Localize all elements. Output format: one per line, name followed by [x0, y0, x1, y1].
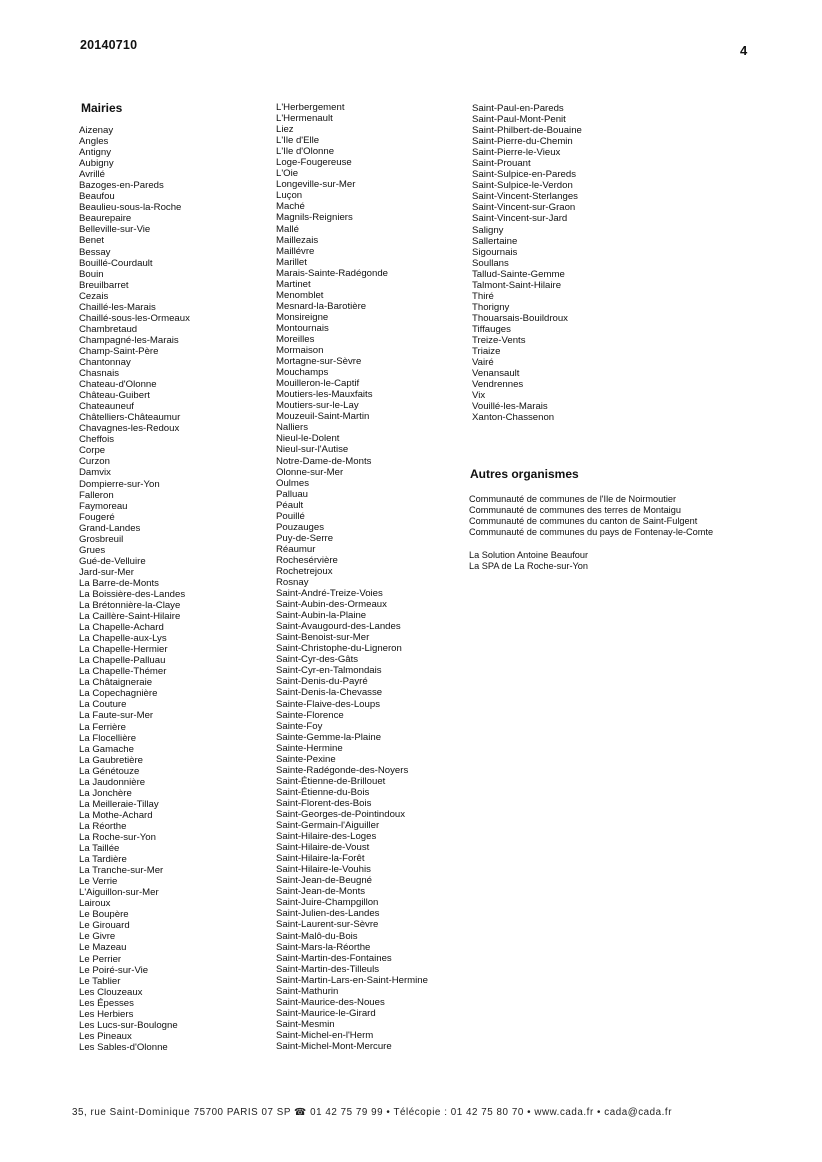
- list-item: Saint-Cyr-en-Talmondais: [276, 665, 382, 677]
- list-item: Les Lucs-sur-Boulogne: [79, 1019, 178, 1031]
- list-item: Saint-Vincent-sur-Jard: [472, 213, 568, 225]
- list-item: Curzon: [79, 456, 110, 468]
- list-item: Chantonnay: [79, 356, 131, 368]
- list-item: Saint-Martin-Lars-en-Saint-Hermine: [276, 974, 428, 986]
- list-item: Palluau: [276, 488, 309, 500]
- list-item: Saint-Michel-en-l'Herm: [276, 1029, 374, 1041]
- list-item: Le Mazeau: [79, 942, 127, 954]
- list-item: Champagné-les-Marais: [79, 334, 179, 346]
- list-item: La Taillée: [79, 843, 120, 855]
- list-item: Les Pineaux: [79, 1030, 132, 1042]
- list-item: Chateau-d'Olonne: [79, 379, 157, 391]
- list-item: Marillet: [276, 256, 307, 268]
- list-item: Bouin: [79, 268, 104, 280]
- mairies-column-2: [276, 102, 428, 1052]
- list-item: Vouillé-les-Marais: [472, 401, 548, 413]
- list-item: Fougeré: [79, 511, 115, 523]
- list-item: Communauté de communes du pays de Fontenay-le-Comte: [469, 527, 714, 537]
- list-item: Mortagne-sur-Sèvre: [276, 356, 362, 368]
- list-item: Le Tablier: [79, 975, 121, 987]
- list-item: Monsireigne: [276, 311, 329, 323]
- list-item: Mouchamps: [276, 367, 329, 379]
- mairies-column-3: [472, 103, 582, 423]
- list-item: La Roche-sur-Yon: [79, 832, 156, 843]
- list-item: Grand-Landes: [79, 522, 141, 534]
- list-item: Montournais: [276, 322, 329, 334]
- list-item: Mesnard-la-Barotière: [276, 300, 367, 312]
- list-item: La Brétonnière-la-Claye: [79, 600, 181, 612]
- list-item: Saint-Michel-Mont-Mercure: [276, 1040, 392, 1052]
- list-item: Aubigny: [79, 158, 114, 170]
- list-item: Saint-Georges-de-Pointindoux: [276, 809, 406, 820]
- list-item: Saint-Hilaire-de-Voust: [276, 842, 370, 854]
- list-item: Saint-Denis-la-Chevasse: [276, 687, 383, 699]
- list-item: L'Hermenault: [276, 113, 333, 125]
- list-item: Faymoreau: [79, 500, 128, 512]
- list-item: La Couture: [79, 699, 127, 711]
- list-item: L'Ile d'Elle: [276, 135, 320, 147]
- list-item: La Mothe-Achard: [79, 809, 153, 821]
- list-item: Saint-Hilaire-des-Loges: [276, 831, 377, 843]
- list-item: La Châtaigneraie: [79, 677, 153, 689]
- list-item: Saint-Sulpice-le-Verdon: [472, 180, 573, 192]
- list-item: La Gaubretière: [79, 754, 143, 766]
- list-item: La Copechagnière: [79, 688, 158, 700]
- list-item: Communauté de communes de l'Ile de Noirmoutier: [469, 494, 677, 504]
- list-item: Moutiers-les-Mauxfaits: [276, 389, 373, 401]
- list-item: Saint-André-Treize-Voies: [276, 588, 383, 600]
- list-item: Maché: [276, 201, 305, 213]
- list-item: Sigournais: [472, 246, 518, 258]
- list-item: Saint-Aubin-la-Plaine: [276, 610, 367, 622]
- list-item: Vairé: [472, 357, 494, 369]
- list-item: La Ferrière: [79, 721, 126, 733]
- list-item: Sainte-Foy: [276, 720, 323, 732]
- list-item: Saint-Benoist-sur-Mer: [276, 632, 370, 644]
- list-item: Angles: [79, 136, 109, 148]
- list-item: Chavagnes-les-Redoux: [79, 423, 180, 435]
- list-item: Nieul-le-Dolent: [276, 433, 340, 445]
- list-item: Le Poiré-sur-Vie: [79, 964, 149, 976]
- list-item: Thiré: [472, 290, 494, 302]
- list-item: Venansault: [472, 368, 520, 380]
- list-item: Le Givre: [79, 931, 116, 943]
- list-item: Beaurepaire: [79, 213, 132, 225]
- footer-address: 35, rue Saint-Dominique 75700 PARIS 07 SP ☎ 01 42 75 79 99 • Télécopie : 01 42 75 80 70 • www.cada.fr • cada@cada.fr: [72, 1107, 673, 1118]
- list-item: Mouzeuil-Saint-Martin: [276, 411, 370, 423]
- list-item: Communauté de communes du canton de Saint-Fulgent: [469, 516, 698, 526]
- list-item: Sainte-Pexine: [276, 753, 336, 765]
- list-item: Saint-Philbert-de-Bouaine: [472, 125, 582, 137]
- list-item: La Meilleraie-Tillay: [79, 798, 159, 810]
- list-item: Saligny: [472, 224, 504, 236]
- list-item: Longeville-sur-Mer: [276, 179, 356, 191]
- list-item: Le Verrie: [79, 876, 118, 888]
- list-item: Maillezais: [276, 234, 319, 246]
- list-item: Saint-Mars-la-Réorthe: [276, 941, 371, 953]
- list-item: Saint-Étienne-de-Brillouet: [276, 775, 386, 787]
- list-item: Liez: [276, 124, 294, 136]
- list-item: Chaillé-les-Marais: [79, 301, 156, 313]
- list-item: Falleron: [79, 489, 114, 501]
- list-item: Saint-Vincent-sur-Graon: [472, 202, 576, 214]
- list-item: La Barre-de-Monts: [79, 577, 159, 589]
- list-item: Saint-Maurice-le-Girard: [276, 1007, 376, 1019]
- document-id: 20140710: [80, 38, 138, 52]
- list-item: Pouillé: [276, 510, 305, 522]
- list-item: Treize-Vents: [472, 334, 526, 346]
- list-item: Saint-Pierre-le-Vieux: [472, 147, 561, 159]
- list-item: Jard-sur-Mer: [79, 566, 134, 578]
- list-item: Chambretaud: [79, 323, 138, 335]
- list-item: Saint-Denis-du-Payré: [276, 676, 368, 688]
- list-item: Cheffois: [79, 434, 115, 446]
- list-item: Saint-Vincent-Sterlanges: [472, 191, 578, 203]
- list-item: La Tardière: [79, 854, 127, 866]
- list-item: Saint-Julien-des-Landes: [276, 908, 380, 920]
- list-item: Aizenay: [79, 125, 114, 136]
- list-item: Gué-de-Velluire: [79, 555, 146, 567]
- list-item: Péault: [276, 499, 304, 511]
- list-item: La SPA de La Roche-sur-Yon: [469, 561, 589, 571]
- list-item: Thouarsais-Bouildroux: [472, 312, 568, 324]
- list-item: Saint-Mathurin: [276, 985, 339, 997]
- list-item: Le Perrier: [79, 953, 122, 965]
- list-item: Saint-Mesmin: [276, 1018, 335, 1030]
- list-item: Bessay: [79, 246, 111, 258]
- list-item: La Chapelle-Thémer: [79, 666, 167, 678]
- list-item: Menomblet: [276, 289, 324, 301]
- list-item: La Faute-sur-Mer: [79, 710, 154, 722]
- list-item: La Chapelle-aux-Lys: [79, 633, 167, 645]
- list-item: Xanton-Chassenon: [472, 412, 555, 424]
- list-item: Sainte-Florence: [276, 709, 344, 721]
- list-item: Les Clouzeaux: [79, 986, 143, 998]
- list-item: Maillévre: [276, 245, 315, 257]
- list-item: La Jonchère: [79, 787, 132, 799]
- list-item: Saint-Prouant: [472, 158, 531, 170]
- list-item: Saint-Martin-des-Fontaines: [276, 952, 392, 964]
- list-item: Tallud-Sainte-Gemme: [472, 268, 565, 280]
- list-item: La Boissière-des-Landes: [79, 588, 186, 600]
- list-item: Corpe: [79, 445, 106, 457]
- list-item: Puy-de-Serre: [276, 532, 334, 544]
- list-item: Loge-Fougereuse: [276, 157, 352, 169]
- list-item: Chasnais: [79, 368, 119, 380]
- list-item: Tiffauges: [472, 323, 511, 335]
- list-item: La Jaudonnière: [79, 776, 146, 788]
- list-item: Saint-Germain-l'Aiguiller: [276, 820, 380, 832]
- list-item: Marais-Sainte-Radégonde: [276, 267, 388, 279]
- mairies-heading: Mairies: [81, 101, 123, 115]
- list-item: Sallertaine: [472, 235, 518, 247]
- list-item: Martinet: [276, 278, 311, 290]
- list-item: La Chapelle-Hermier: [79, 644, 168, 656]
- list-item: La Chapelle-Palluau: [79, 655, 166, 667]
- autres-organismes-heading: Autres organismes: [470, 467, 579, 481]
- list-item: Mouilleron-le-Captif: [276, 378, 360, 390]
- list-item: L'Oie: [276, 168, 299, 180]
- list-item: Dompierre-sur-Yon: [79, 478, 160, 490]
- list-item: Pouzauges: [276, 521, 325, 533]
- list-item: La Tranche-sur-Mer: [79, 865, 164, 877]
- list-item: Saint-Christophe-du-Ligneron: [276, 643, 402, 655]
- list-item: Le Boupère: [79, 909, 129, 921]
- list-item: Châtelliers-Châteaumur: [79, 412, 181, 424]
- list-item: Saint-Sulpice-en-Pareds: [472, 169, 576, 181]
- list-item: Saint-Paul-Mont-Penit: [472, 114, 566, 126]
- list-item: Rochesérvière: [276, 554, 338, 566]
- list-item: Benet: [79, 235, 105, 247]
- page-number: 4: [740, 43, 748, 58]
- list-item: Saint-Hilaire-la-Forêt: [276, 853, 365, 865]
- list-item: Saint-Avaugourd-des-Landes: [276, 621, 401, 633]
- list-item: Beaulieu-sous-la-Roche: [79, 202, 182, 214]
- list-item: L'Ile d'Olonne: [276, 146, 335, 158]
- list-item: Luçon: [276, 190, 303, 202]
- list-item: Saint-Étienne-du-Bois: [276, 786, 370, 798]
- list-item: Grues: [79, 544, 106, 556]
- list-item: Nalliers: [276, 422, 308, 434]
- list-item: L'Herbergement: [276, 102, 345, 113]
- list-item: Beaufou: [79, 191, 115, 203]
- list-item: Magnils-Reigniers: [276, 212, 353, 224]
- list-item: Antigny: [79, 147, 111, 159]
- list-item: La Chapelle-Achard: [79, 622, 164, 634]
- list-item: Chaillé-sous-les-Ormeaux: [79, 312, 190, 324]
- list-item: Olonne-sur-Mer: [276, 466, 344, 478]
- list-item: Breuilbarret: [79, 279, 129, 291]
- list-item: Mormaison: [276, 345, 324, 357]
- list-item: Sainte-Radégonde-des-Noyers: [276, 764, 409, 776]
- list-item: La Solution Antoine Beaufour: [469, 550, 589, 560]
- list-item: Les Herbiers: [79, 1008, 134, 1020]
- list-item: Saint-Cyr-des-Gâts: [276, 654, 359, 666]
- list-item: Les Épesses: [79, 997, 134, 1009]
- list-item: Réaumur: [276, 543, 316, 555]
- list-item: Saint-Florent-des-Bois: [276, 797, 372, 809]
- mairies-column-1: [79, 125, 190, 1053]
- list-item: La Flocellière: [79, 732, 137, 744]
- list-item: Rochetrejoux: [276, 565, 333, 577]
- list-item: Saint-Jean-de-Monts: [276, 886, 366, 898]
- list-item: Saint-Maurice-des-Noues: [276, 996, 385, 1008]
- list-item: Notre-Dame-de-Monts: [276, 455, 372, 467]
- list-item: La Réorthe: [79, 820, 127, 832]
- organisms-list-2: [469, 550, 588, 572]
- list-item: L'Aiguillon-sur-Mer: [79, 887, 159, 899]
- list-item: Saint-Jean-de-Beugné: [276, 875, 373, 887]
- list-item: Saint-Paul-en-Pareds: [472, 103, 564, 114]
- list-item: La Caillère-Saint-Hilaire: [79, 611, 181, 623]
- list-item: La Gamache: [79, 743, 134, 755]
- list-item: Sainte-Hermine: [276, 742, 343, 754]
- list-item: Oulmes: [276, 477, 310, 489]
- list-item: Chateauneuf: [79, 401, 134, 413]
- list-item: Belleville-sur-Vie: [79, 224, 151, 236]
- list-item: Moreilles: [276, 333, 315, 345]
- list-item: Mallé: [276, 223, 299, 235]
- list-item: Grosbreuil: [79, 533, 124, 545]
- list-item: Rosnay: [276, 577, 309, 589]
- organisms-list-1: [469, 494, 713, 538]
- list-item: Château-Guibert: [79, 390, 150, 402]
- list-item: Sainte-Flaive-des-Loups: [276, 698, 380, 710]
- list-item: Saint-Martin-des-Tilleuls: [276, 963, 380, 975]
- list-item: Moutiers-sur-le-Lay: [276, 400, 359, 412]
- list-item: Saint-Laurent-sur-Sèvre: [276, 919, 379, 931]
- list-item: Saint-Pierre-du-Chemin: [472, 136, 573, 148]
- list-item: Damvix: [79, 467, 111, 479]
- list-item: Sainte-Gemme-la-Plaine: [276, 731, 382, 743]
- list-item: Vix: [472, 390, 486, 402]
- list-item: Les Sables-d'Olonne: [79, 1041, 168, 1053]
- list-item: Talmont-Saint-Hilaire: [472, 279, 562, 291]
- list-item: Saint-Hilaire-le-Vouhis: [276, 864, 371, 876]
- list-item: Nieul-sur-l'Autise: [276, 444, 349, 456]
- list-item: Bouillé-Courdault: [79, 257, 153, 269]
- list-item: Vendrennes: [472, 379, 524, 391]
- list-item: Cezais: [79, 290, 109, 302]
- list-item: Champ-Saint-Père: [79, 345, 159, 357]
- list-item: La Génétouze: [79, 765, 140, 777]
- list-item: Le Girouard: [79, 920, 130, 932]
- list-item: Triaize: [472, 346, 501, 358]
- list-item: Lairoux: [79, 898, 111, 910]
- list-item: Avrillé: [79, 169, 105, 181]
- list-item: Bazoges-en-Pareds: [79, 180, 164, 192]
- list-item: Saint-Juire-Champgillon: [276, 897, 379, 909]
- list-item: Soullans: [472, 257, 509, 269]
- list-item: Communauté de communes des terres de Montaigu: [469, 505, 681, 515]
- list-item: Thorigny: [472, 301, 510, 313]
- list-item: Saint-Aubin-des-Ormeaux: [276, 599, 387, 611]
- list-item: Saint-Malô-du-Bois: [276, 930, 358, 942]
